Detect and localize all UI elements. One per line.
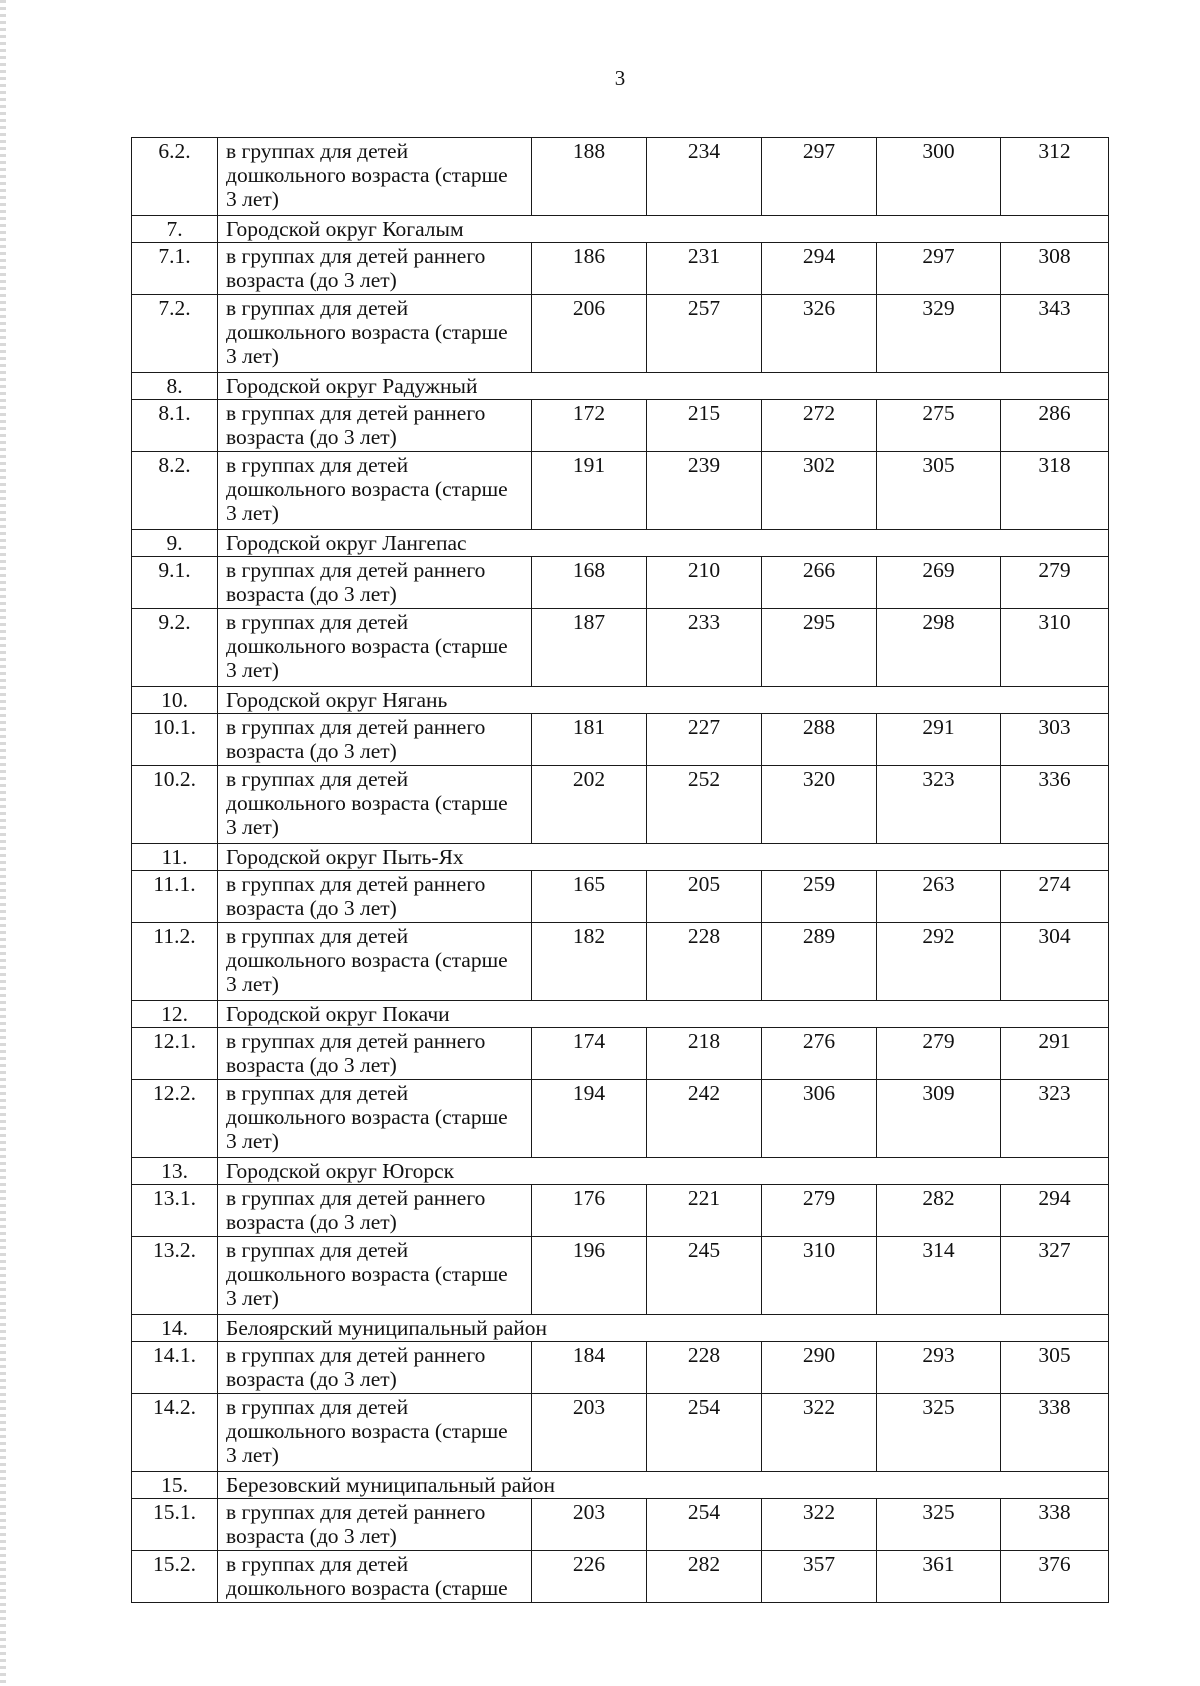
scan-edge — [0, 0, 6, 1686]
value-cell: 286 — [1001, 400, 1109, 452]
value-cell: 304 — [1001, 923, 1109, 1001]
value-cell: 252 — [647, 766, 762, 844]
region-row — [132, 1315, 1109, 1342]
value-cell: 309 — [877, 1080, 1001, 1158]
row-description: в группах для детей раннего возраста (до 3 лет) — [218, 714, 532, 766]
table-row — [132, 1342, 1109, 1394]
row-number: 7. — [132, 216, 218, 243]
value-cell: 306 — [762, 1080, 877, 1158]
value-cell: 323 — [877, 766, 1001, 844]
row-number: 7.1. — [132, 243, 218, 295]
value-cell: 191 — [532, 452, 647, 530]
table-row — [132, 295, 1109, 373]
value-cell: 297 — [762, 138, 877, 216]
value-cell: 168 — [532, 557, 647, 609]
value-cell: 343 — [1001, 295, 1109, 373]
region-row — [132, 844, 1109, 871]
value-cell: 184 — [532, 1342, 647, 1394]
value-cell: 338 — [1001, 1499, 1109, 1551]
value-cell: 282 — [877, 1185, 1001, 1237]
value-cell: 318 — [1001, 452, 1109, 530]
row-description: в группах для детей дошкольного возраста (старше 3 лет) — [218, 1394, 532, 1472]
value-cell: 289 — [762, 923, 877, 1001]
value-cell: 203 — [532, 1499, 647, 1551]
table-body — [132, 138, 1109, 1603]
value-cell: 181 — [532, 714, 647, 766]
value-cell: 186 — [532, 243, 647, 295]
row-number: 15.2. — [132, 1551, 218, 1603]
region-name: Городской округ Пыть-Ях — [218, 844, 1109, 871]
row-description: в группах для детей дошкольного возраста (старше 3 лет) — [218, 452, 532, 530]
table-row — [132, 452, 1109, 530]
table-row — [132, 557, 1109, 609]
table-row — [132, 714, 1109, 766]
table-row — [132, 400, 1109, 452]
value-cell: 312 — [1001, 138, 1109, 216]
value-cell: 293 — [877, 1342, 1001, 1394]
row-number: 6.2. — [132, 138, 218, 216]
region-row — [132, 373, 1109, 400]
row-description: в группах для детей дошкольного возраста (старше 3 лет) — [218, 295, 532, 373]
region-name: Городской округ Когалым — [218, 216, 1109, 243]
row-description: в группах для детей раннего возраста (до 3 лет) — [218, 871, 532, 923]
value-cell: 275 — [877, 400, 1001, 452]
table-row — [132, 243, 1109, 295]
value-cell: 239 — [647, 452, 762, 530]
row-number: 11.2. — [132, 923, 218, 1001]
value-cell: 165 — [532, 871, 647, 923]
row-description: в группах для детей раннего возраста (до 3 лет) — [218, 1028, 532, 1080]
row-number: 12.1. — [132, 1028, 218, 1080]
row-number: 9.1. — [132, 557, 218, 609]
value-cell: 376 — [1001, 1551, 1109, 1603]
value-cell: 325 — [877, 1499, 1001, 1551]
value-cell: 361 — [877, 1551, 1001, 1603]
row-number: 8. — [132, 373, 218, 400]
table-row — [132, 1394, 1109, 1472]
value-cell: 314 — [877, 1237, 1001, 1315]
value-cell: 322 — [762, 1394, 877, 1472]
value-cell: 218 — [647, 1028, 762, 1080]
value-cell: 279 — [877, 1028, 1001, 1080]
region-row — [132, 530, 1109, 557]
value-cell: 266 — [762, 557, 877, 609]
row-number: 9. — [132, 530, 218, 557]
region-row — [132, 1001, 1109, 1028]
row-description: в группах для детей дошкольного возраста (старше 3 лет) — [218, 766, 532, 844]
table-row — [132, 766, 1109, 844]
value-cell: 292 — [877, 923, 1001, 1001]
page-number: 3 — [614, 66, 626, 90]
value-cell: 336 — [1001, 766, 1109, 844]
value-cell: 172 — [532, 400, 647, 452]
table-row — [132, 1080, 1109, 1158]
value-cell: 288 — [762, 714, 877, 766]
row-number: 10. — [132, 687, 218, 714]
row-number: 14. — [132, 1315, 218, 1342]
value-cell: 297 — [877, 243, 1001, 295]
region-row — [132, 1158, 1109, 1185]
value-cell: 227 — [647, 714, 762, 766]
value-cell: 234 — [647, 138, 762, 216]
table-row — [132, 871, 1109, 923]
table-row — [132, 1237, 1109, 1315]
row-description: в группах для детей дошкольного возраста (старше — [218, 1551, 532, 1603]
value-cell: 215 — [647, 400, 762, 452]
value-cell: 323 — [1001, 1080, 1109, 1158]
value-cell: 290 — [762, 1342, 877, 1394]
row-number: 14.2. — [132, 1394, 218, 1472]
value-cell: 308 — [1001, 243, 1109, 295]
row-description: в группах для детей раннего возраста (до 3 лет) — [218, 243, 532, 295]
row-number: 12. — [132, 1001, 218, 1028]
value-cell: 226 — [532, 1551, 647, 1603]
row-description: в группах для детей дошкольного возраста (старше 3 лет) — [218, 923, 532, 1001]
value-cell: 305 — [1001, 1342, 1109, 1394]
row-description: в группах для детей раннего возраста (до 3 лет) — [218, 1499, 532, 1551]
value-cell: 329 — [877, 295, 1001, 373]
row-description: в группах для детей раннего возраста (до 3 лет) — [218, 1185, 532, 1237]
table-row — [132, 609, 1109, 687]
row-number: 11.1. — [132, 871, 218, 923]
row-number: 7.2. — [132, 295, 218, 373]
value-cell: 274 — [1001, 871, 1109, 923]
region-name: Городской округ Нягань — [218, 687, 1109, 714]
row-number: 15.1. — [132, 1499, 218, 1551]
value-cell: 272 — [762, 400, 877, 452]
value-cell: 279 — [762, 1185, 877, 1237]
region-name: Городской округ Покачи — [218, 1001, 1109, 1028]
value-cell: 327 — [1001, 1237, 1109, 1315]
value-cell: 298 — [877, 609, 1001, 687]
value-cell: 276 — [762, 1028, 877, 1080]
row-number: 8.2. — [132, 452, 218, 530]
value-cell: 269 — [877, 557, 1001, 609]
row-number: 12.2. — [132, 1080, 218, 1158]
value-cell: 338 — [1001, 1394, 1109, 1472]
value-cell: 205 — [647, 871, 762, 923]
value-cell: 206 — [532, 295, 647, 373]
value-cell: 254 — [647, 1499, 762, 1551]
tariff-table — [131, 137, 1109, 1603]
value-cell: 176 — [532, 1185, 647, 1237]
row-number: 13.2. — [132, 1237, 218, 1315]
region-row — [132, 1472, 1109, 1499]
region-name: Березовский муниципальный район — [218, 1472, 1109, 1499]
row-number: 8.1. — [132, 400, 218, 452]
row-description: в группах для детей раннего возраста (до 3 лет) — [218, 400, 532, 452]
region-name: Белоярский муниципальный район — [218, 1315, 1109, 1342]
table-row — [132, 923, 1109, 1001]
row-description: в группах для детей дошкольного возраста (старше 3 лет) — [218, 1080, 532, 1158]
row-number: 13. — [132, 1158, 218, 1185]
value-cell: 294 — [1001, 1185, 1109, 1237]
value-cell: 326 — [762, 295, 877, 373]
value-cell: 245 — [647, 1237, 762, 1315]
value-cell: 263 — [877, 871, 1001, 923]
value-cell: 231 — [647, 243, 762, 295]
value-cell: 310 — [762, 1237, 877, 1315]
value-cell: 357 — [762, 1551, 877, 1603]
value-cell: 257 — [647, 295, 762, 373]
value-cell: 202 — [532, 766, 647, 844]
row-number: 15. — [132, 1472, 218, 1499]
value-cell: 221 — [647, 1185, 762, 1237]
row-number: 11. — [132, 844, 218, 871]
value-cell: 210 — [647, 557, 762, 609]
value-cell: 291 — [1001, 1028, 1109, 1080]
region-row — [132, 216, 1109, 243]
value-cell: 187 — [532, 609, 647, 687]
value-cell: 282 — [647, 1551, 762, 1603]
value-cell: 320 — [762, 766, 877, 844]
region-row — [132, 687, 1109, 714]
row-number: 10.1. — [132, 714, 218, 766]
value-cell: 322 — [762, 1499, 877, 1551]
value-cell: 291 — [877, 714, 1001, 766]
value-cell: 279 — [1001, 557, 1109, 609]
table-row — [132, 138, 1109, 216]
value-cell: 174 — [532, 1028, 647, 1080]
region-name: Городской округ Лангепас — [218, 530, 1109, 557]
table-row — [132, 1185, 1109, 1237]
value-cell: 182 — [532, 923, 647, 1001]
value-cell: 228 — [647, 923, 762, 1001]
value-cell: 188 — [532, 138, 647, 216]
value-cell: 294 — [762, 243, 877, 295]
row-description: в группах для детей дошкольного возраста (старше 3 лет) — [218, 138, 532, 216]
value-cell: 194 — [532, 1080, 647, 1158]
value-cell: 325 — [877, 1394, 1001, 1472]
value-cell: 302 — [762, 452, 877, 530]
row-number: 13.1. — [132, 1185, 218, 1237]
value-cell: 203 — [532, 1394, 647, 1472]
value-cell: 305 — [877, 452, 1001, 530]
row-number: 14.1. — [132, 1342, 218, 1394]
row-description: в группах для детей раннего возраста (до 3 лет) — [218, 1342, 532, 1394]
region-name: Городской округ Югорск — [218, 1158, 1109, 1185]
table-row — [132, 1551, 1109, 1603]
value-cell: 233 — [647, 609, 762, 687]
row-description: в группах для детей дошкольного возраста (старше 3 лет) — [218, 609, 532, 687]
value-cell: 242 — [647, 1080, 762, 1158]
value-cell: 310 — [1001, 609, 1109, 687]
value-cell: 303 — [1001, 714, 1109, 766]
value-cell: 196 — [532, 1237, 647, 1315]
value-cell: 295 — [762, 609, 877, 687]
table-row — [132, 1028, 1109, 1080]
row-number: 9.2. — [132, 609, 218, 687]
value-cell: 254 — [647, 1394, 762, 1472]
table-row — [132, 1499, 1109, 1551]
value-cell: 300 — [877, 138, 1001, 216]
value-cell: 228 — [647, 1342, 762, 1394]
row-number: 10.2. — [132, 766, 218, 844]
row-description: в группах для детей дошкольного возраста (старше 3 лет) — [218, 1237, 532, 1315]
row-description: в группах для детей раннего возраста (до 3 лет) — [218, 557, 532, 609]
value-cell: 259 — [762, 871, 877, 923]
region-name: Городской округ Радужный — [218, 373, 1109, 400]
